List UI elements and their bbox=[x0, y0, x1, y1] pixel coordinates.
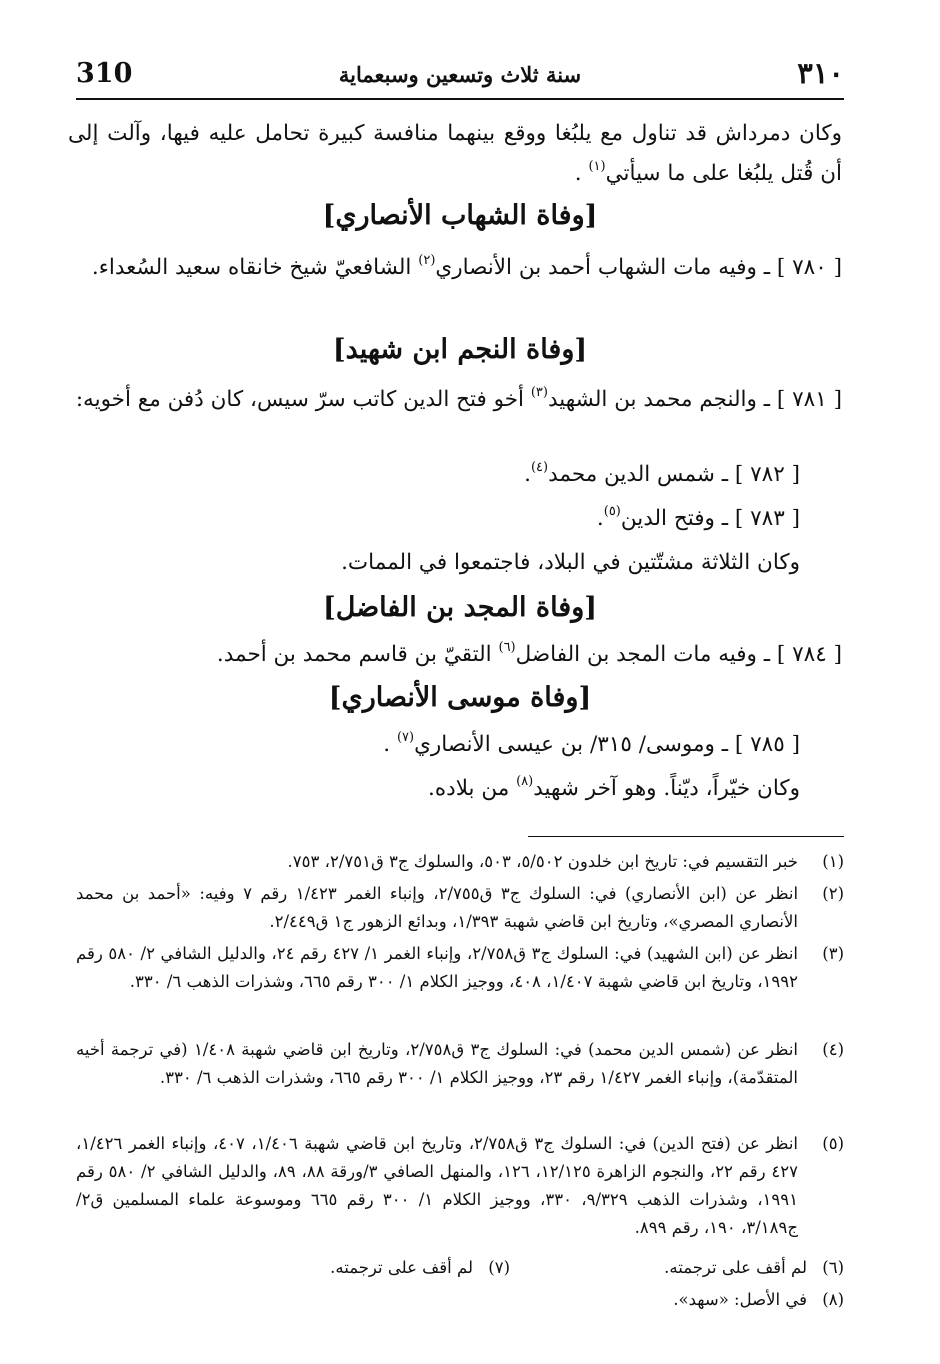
entry-text: ـ شمس الدين محمد bbox=[548, 462, 735, 487]
footnote bbox=[673, 1290, 844, 1309]
footnote-ref: (٤) bbox=[530, 460, 549, 475]
entry-number: [ ٧٨٤ ] bbox=[776, 642, 842, 667]
closing-text: وكان خيّراً، ديّناً. وهو آخر شهيد bbox=[533, 776, 800, 801]
closing-sentence: وكان الثلاثة مشتّتين في البلاد، فاجتمعوا في الممات. bbox=[341, 550, 800, 575]
section-heading: [وفاة المجد بن الفاضل] bbox=[322, 592, 598, 623]
footnote-ref: (٣) bbox=[530, 385, 548, 400]
intro-end: . bbox=[574, 161, 589, 186]
footnote-number: (٣) bbox=[822, 944, 844, 963]
entry-number: [ ٧٨١ ] bbox=[776, 387, 842, 412]
entry-781 bbox=[68, 380, 842, 420]
footnote-text: انظر عن (ابن الأنصاري) في: السلوك ج٣ ق٢/٧٥٥، وإنباء الغمر ١/٤٢٣ رقم ٧ وفيه: «أحمد بن محمد الأنصاري المصري»، وتاريخ ابن قاضي شهبة ١/٣٩٣، وبدائع الزهور ج١ ق٢/٤٤٩. bbox=[76, 884, 799, 931]
footnote-number: (٢) bbox=[822, 884, 844, 903]
page-number-arabic: ٣١٠ bbox=[797, 56, 844, 90]
entry-text: ـ وفيه مات المجد بن الفاضل bbox=[515, 642, 777, 667]
footnote-ref: (١) bbox=[588, 159, 606, 174]
entry-number: [ ٧٨٥ ] bbox=[734, 732, 800, 757]
page-number-latin: 310 bbox=[76, 58, 133, 89]
header-rule bbox=[76, 98, 844, 100]
footnote bbox=[76, 1036, 844, 1092]
section-heading: [وفاة موسى الأنصاري] bbox=[328, 682, 592, 713]
entry-number: [ ٧٨٠ ] bbox=[776, 255, 842, 280]
entry-text: ـ والنجم محمد بن الشهيد bbox=[547, 387, 777, 412]
section-heading: [وفاة النجم ابن شهيد] bbox=[332, 334, 588, 365]
footnote-text: انظر عن (ابن الشهيد) في: السلوك ج٣ ق٢/٧٥٨، وإنباء الغمر ١/ ٤٢٧ رقم ٢٤، والدليل الشافي ٢/ ٥٨٠ رقم ١٩٩٢، وتاريخ ابن قاضي شهبة ١/٤٠٧، ٤٠٨، ووجيز الكلام ١/ ٣٠٠ رقم ٦٦٥، وشذرات الذهب ٦/ ٣٣٠. bbox=[76, 944, 798, 991]
footnote-text: في الأصل: «سهد». bbox=[673, 1290, 807, 1309]
entry-780 bbox=[68, 248, 842, 288]
entry-785 bbox=[383, 732, 800, 757]
entry-text: الشافعيّ شيخ خانقاه سعيد السُعداء. bbox=[91, 255, 419, 280]
footnote bbox=[76, 940, 844, 996]
entry-text: . bbox=[383, 732, 397, 757]
footnote-number: (٥) bbox=[822, 1134, 844, 1153]
footnote bbox=[76, 848, 844, 876]
footnote bbox=[330, 1258, 510, 1277]
closing-sentence bbox=[428, 776, 800, 801]
footnote-ref: (٢) bbox=[418, 253, 436, 268]
footnote-text: انظر عن (شمس الدين محمد) في: السلوك ج٣ ق٢/٧٥٨، وتاريخ ابن قاضي شهبة ١/٤٠٨ (في ترجمة أخيه المتقدّمة)، وإنباء الغمر ١/٤٢٧ رقم ٢٣، ووجيز الكلام ١/ ٣٠٠ رقم ٦٦٥، وشذرات الذهب ٦/ ٣٣٠. bbox=[76, 1040, 798, 1087]
footnote-text: انظر عن (فتح الدين) في: السلوك ج٣ ق٢/٧٥٨، وتاريخ ابن قاضي شهبة ١/٤٠٦، ٤٠٧، وإنباء الغمر ١/٤٢٦، ٤٢٧ رقم ٢٢، والنجوم الزاهرة ١٢/١٢٥، ١٢٦، والمنهل الصافي ٣/ورقة ٨٨، ٨٩، والدليل الشافي ٢/ ٥٨٠ رقم ١٩٩١، وشذرات الذهب ٩/٣٢٩، ٣٣٠، ووجيز الكلام ١/ ٣٠٠ رقم ٦٦٥ وموسوعة علماء المسلمين ق٢/ج٣/١٨٩، ١٩٠، رقم ٨٩٩. bbox=[76, 1134, 799, 1237]
page-header bbox=[76, 56, 844, 96]
entry-text: ـ وفيه مات الشهاب أحمد بن الأنصاري bbox=[435, 255, 777, 280]
footnote bbox=[76, 880, 844, 936]
footnote-rule bbox=[528, 836, 844, 837]
footnote bbox=[76, 1130, 844, 1242]
entry-text: التقيّ بن قاسم محمد بن أحمد. bbox=[216, 642, 499, 667]
footnote-number: (٤) bbox=[822, 1040, 844, 1059]
entry-text: ـ وموسى/ ٣١٥/ بن عيسى الأنصاري bbox=[414, 732, 735, 757]
intro-text: وكان دمرداش قد تناول مع يلبُغا ووقع بينهما منافسة كبيرة تحامل عليه فيها، وآلت إلى أن قُتل يلبُغا على ما سيأتي bbox=[68, 121, 842, 186]
footnote-number: (١) bbox=[822, 852, 844, 871]
entry-number: [ ٧٨٣ ] bbox=[734, 506, 800, 531]
footnote-text: خبر التقسيم في: تاريخ ابن خلدون ٥/٥٠٢، ٥٠٣، والسلوك ج٣ ق٢/٧٥١، ٧٥٣. bbox=[287, 852, 798, 871]
footnote-ref: (٧) bbox=[396, 730, 415, 745]
footnote-number: (٧) bbox=[488, 1258, 510, 1277]
entry-text: أخو فتح الدين كاتب سرّ سيس، كان دُفن مع أخويه: bbox=[75, 387, 531, 412]
entry-783 bbox=[597, 506, 800, 531]
footnote-ref: (٥) bbox=[603, 504, 621, 519]
footnote-number: (٨) bbox=[822, 1290, 844, 1309]
footnote-text: لم أقف على ترجمته. bbox=[664, 1258, 807, 1277]
footnote-ref: (٨) bbox=[516, 774, 534, 789]
entry-number: [ ٧٨٢ ] bbox=[734, 462, 800, 487]
entry-784 bbox=[217, 642, 842, 667]
entry-782 bbox=[524, 462, 800, 487]
intro-paragraph bbox=[68, 114, 842, 194]
running-title: سنة ثلاث وتسعين وسبعماية bbox=[338, 62, 582, 87]
footnote-text: لم أقف على ترجمته. bbox=[330, 1258, 473, 1277]
footnote-number: (٦) bbox=[822, 1258, 844, 1277]
closing-text: من بلاده. bbox=[428, 776, 517, 801]
section-heading: [وفاة الشهاب الأنصاري] bbox=[322, 200, 598, 231]
footnote bbox=[664, 1258, 844, 1277]
entry-text: . bbox=[596, 506, 604, 531]
footnote-ref: (٦) bbox=[498, 640, 516, 655]
entry-text: . bbox=[524, 462, 531, 487]
entry-text: ـ وفتح الدين bbox=[620, 506, 735, 531]
